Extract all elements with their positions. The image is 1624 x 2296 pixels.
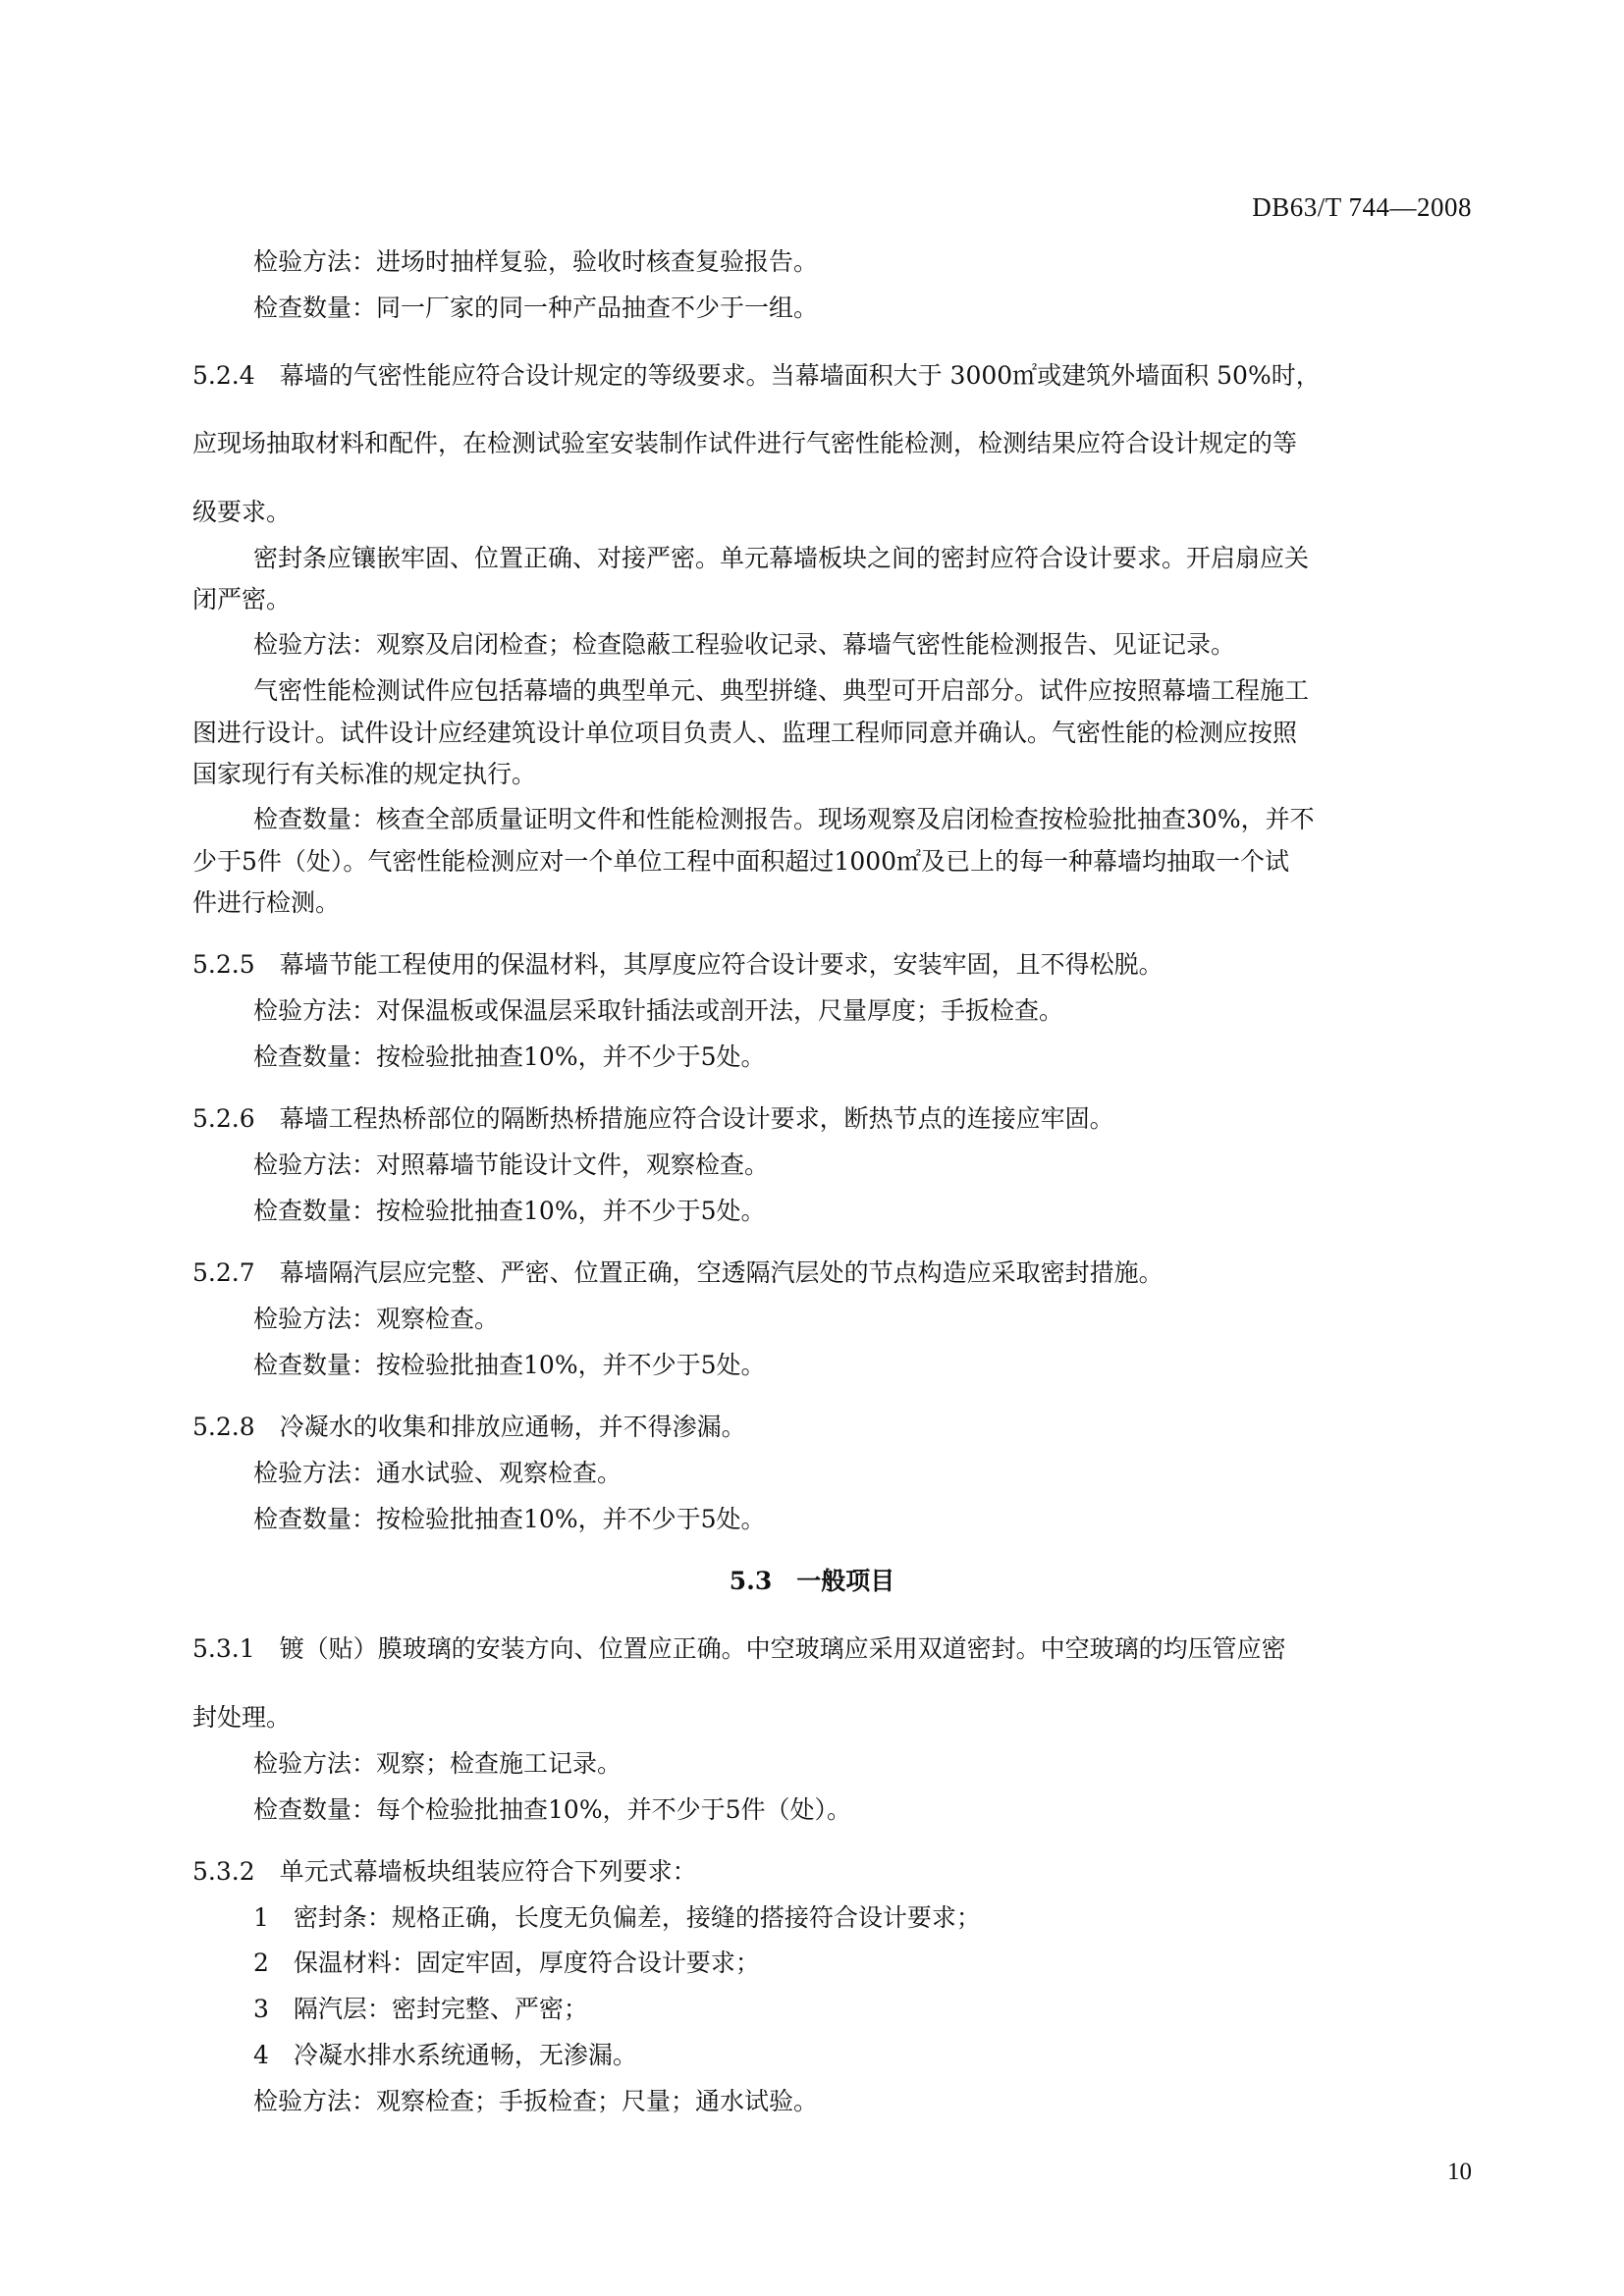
text-line: 检验方法：观察检查。 bbox=[253, 1305, 500, 1333]
text-line: 件进行检测。 bbox=[192, 888, 341, 917]
text-line: 密封条应镶嵌牢固、位置正确、对接严密。单元幕墙板块之间的密封应符合设计要求。开启扇应关 bbox=[253, 544, 1310, 572]
list-item: 2 保温材料：固定牢固，厚度符合设计要求； bbox=[253, 1949, 760, 1977]
list-item: 1 密封条：规格正确，长度无负偏差，接缝的搭接符合设计要求； bbox=[253, 1903, 981, 1932]
text-line: 图进行设计。试件设计应经建筑设计单位项目负责人、监理工程师同意并确认。气密性能的检测应按照 bbox=[192, 719, 1298, 747]
clause-5-3-1: 5.3.1 镀（贴）膜玻璃的安装方向、位置应正确。中空玻璃应采用双道密封。中空玻璃的均压管应密 bbox=[192, 1634, 1286, 1663]
text-line: 检查数量：按检验批抽查10%，并不少于5处。 bbox=[253, 1351, 766, 1379]
clause-5-2-8: 5.2.8 冷凝水的收集和排放应通畅，并不得渗漏。 bbox=[192, 1413, 746, 1441]
clause-5-2-7: 5.2.7 幕墙隔汽层应完整、严密、位置正确，空透隔汽层处的节点构造应采取密封措施。 bbox=[192, 1258, 1164, 1287]
text-line: 少于5件（处）。气密性能检测应对一个单位工程中面积超过1000㎡及已上的每一种幕墙均抽取一个试 bbox=[192, 847, 1290, 876]
text-line: 国家现行有关标准的规定执行。 bbox=[192, 760, 537, 788]
text-line: 检查数量：按检验批抽查10%，并不少于5处。 bbox=[253, 1042, 766, 1071]
text-line: 封处理。 bbox=[192, 1703, 292, 1732]
text-line: 检查数量：按检验批抽查10%，并不少于5处。 bbox=[253, 1197, 766, 1225]
section-title-5-3: 5.3 一般项目 bbox=[729, 1567, 895, 1595]
text-line: 检查数量：同一厂家的同一种产品抽查不少于一组。 bbox=[253, 294, 819, 322]
text-line: 检验方法：观察及启闭检查；检查隐蔽工程验收记录、幕墙气密性能检测报告、见证记录。 bbox=[253, 630, 1236, 659]
text-line: 检查数量：每个检验批抽查10%，并不少于5件（处）。 bbox=[253, 1795, 851, 1824]
text-line: 检验方法：进场时抽样复验，验收时核查复验报告。 bbox=[253, 247, 819, 276]
text-line: 检查数量：核查全部质量证明文件和性能检测报告。现场观察及启闭检查按检验批抽查30%，并不 bbox=[253, 805, 1315, 833]
text-line: 检验方法：对保温板或保温层采取针插法或剖开法，尺量厚度；手扳检查。 bbox=[253, 996, 1064, 1025]
page-number: 10 bbox=[1447, 2159, 1472, 2185]
text-line: 气密性能检测试件应包括幕墙的典型单元、典型拼缝、典型可开启部分。试件应按照幕墙工程施工 bbox=[253, 676, 1310, 705]
list-item: 3 隔汽层：密封完整、严密； bbox=[253, 1995, 588, 2023]
text-line: 检验方法：对照幕墙节能设计文件，观察检查。 bbox=[253, 1150, 770, 1179]
text-line: 应现场抽取材料和配件，在检测试验室安装制作试件进行气密性能检测，检测结果应符合设计规定的等 bbox=[192, 429, 1298, 457]
clause-5-2-5: 5.2.5 幕墙节能工程使用的保温材料，其厚度应符合设计要求，安装牢固，且不得松脱。 bbox=[192, 950, 1164, 979]
list-item: 4 冷凝水排水系统通畅，无渗漏。 bbox=[253, 2041, 637, 2069]
standard-code-header: DB63/T 744—2008 bbox=[1252, 192, 1472, 222]
text-line: 检验方法：观察检查；手扳检查；尺量；通水试验。 bbox=[253, 2087, 819, 2115]
clause-5-3-2: 5.3.2 单元式幕墙板块组装应符合下列要求： bbox=[192, 1857, 697, 1886]
text-line: 闭严密。 bbox=[192, 585, 292, 614]
text-line: 检查数量：按检验批抽查10%，并不少于5处。 bbox=[253, 1505, 766, 1533]
text-line: 级要求。 bbox=[192, 498, 292, 526]
text-line: 检验方法：观察；检查施工记录。 bbox=[253, 1749, 623, 1778]
clause-5-2-6: 5.2.6 幕墙工程热桥部位的隔断热桥措施应符合设计要求，断热节点的连接应牢固。 bbox=[192, 1104, 1114, 1133]
clause-5-2-4: 5.2.4 幕墙的气密性能应符合设计规定的等级要求。当幕墙面积大于 3000㎡或建筑外墙面积 50%时， bbox=[192, 361, 1321, 390]
text-line: 检验方法：通水试验、观察检查。 bbox=[253, 1459, 623, 1487]
